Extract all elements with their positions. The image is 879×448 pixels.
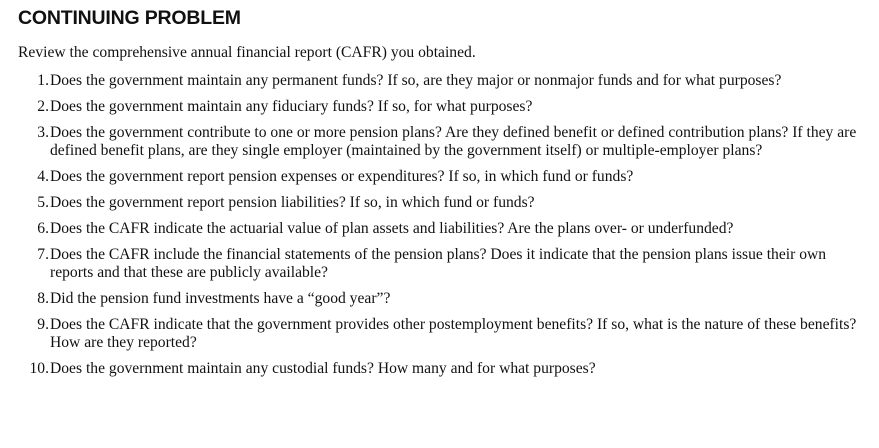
question-item-2 <box>18 98 861 116</box>
question-number: 5. <box>37 194 49 211</box>
question-text: Does the government maintain any permanent funds? If so, are they major or nonmajor funds and for what purposes? <box>50 72 782 89</box>
question-item-8 <box>18 290 861 308</box>
question-number: 3. <box>37 124 49 141</box>
question-text: Does the CAFR include the financial statements of the pension plans? Does it indicate that the pension plans issue their own reports and that these are publicly available? <box>50 246 827 281</box>
question-item-10 <box>18 360 861 378</box>
question-number: 4. <box>37 168 49 185</box>
question-text: Does the government report pension expenses or expenditures? If so, in which fund or funds? <box>50 168 634 185</box>
section-heading: CONTINUING PROBLEM <box>18 7 241 29</box>
question-text: Did the pension fund investments have a “good year”? <box>50 290 391 307</box>
question-item-1 <box>18 72 861 90</box>
question-number: 8. <box>37 290 49 307</box>
question-number: 9. <box>37 316 49 333</box>
question-item-3 <box>18 124 861 160</box>
question-item-7 <box>18 246 861 282</box>
question-item-4 <box>18 168 861 186</box>
question-text: Does the government report pension liabilities? If so, in which fund or funds? <box>50 194 535 211</box>
question-text: Does the government maintain any fiduciary funds? If so, for what purposes? <box>50 98 533 115</box>
question-item-9 <box>18 316 861 352</box>
question-number: 6. <box>37 220 49 237</box>
question-number: 2. <box>37 98 49 115</box>
question-item-5 <box>18 194 861 212</box>
question-text: Does the CAFR indicate the actuarial value of plan assets and liabilities? Are the plans over- or underfunded? <box>50 220 734 237</box>
question-text: Does the government contribute to one or more pension plans? Are they defined benefit or defined contribution plans? If they are defined benefit plans, are they single employer (maintained by the government itself) or multiple-employer plans? <box>50 124 857 159</box>
question-text: Does the government maintain any custodial funds? How many and for what purposes? <box>50 360 596 377</box>
question-number: 7. <box>37 246 49 263</box>
question-item-6 <box>18 220 861 238</box>
question-number: 1. <box>37 72 49 89</box>
question-number: 10. <box>29 360 49 377</box>
intro-paragraph: Review the comprehensive annual financial report (CAFR) you obtained. <box>18 44 476 61</box>
question-list <box>18 72 861 378</box>
question-text: Does the CAFR indicate that the government provides other postemployment benefits? If so, what is the nature of these benefits? How are they reported? <box>50 316 857 351</box>
